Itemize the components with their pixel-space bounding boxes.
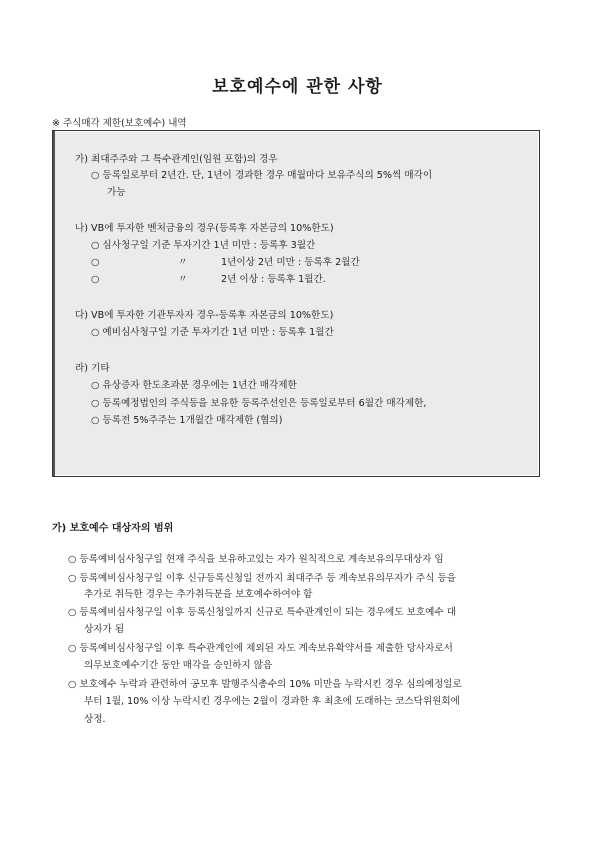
lockup-summary-box	[52, 130, 540, 477]
box-item-marker: ○	[91, 274, 100, 285]
list-item-continuation: 추가로 취득한 경우는 추가취득분을 보호예수하여야 함	[84, 589, 313, 600]
list-item-continuation: 부터 1월, 10% 이상 누락시킨 경우에는 2월이 경과한 후 최초에 도래하는 코스닥위원회에	[84, 696, 460, 707]
ditto-mark: 〃	[178, 257, 188, 268]
box-item: 2년 이상 : 등록후 1월간.	[221, 274, 326, 285]
box-item: ○ 예비심사청구일 기준 투자기간 1년 미만 : 등록후 1월간	[91, 327, 334, 338]
page-title: 보호예수에 관한 사항	[212, 77, 383, 97]
list-item: ○ 등록예비심사청구일 이후 등록신청일까지 신규로 특수관계인이 되는 경우에도 보호예수 대	[68, 607, 456, 618]
list-item: ○ 등록예비심사청구일 현재 주식을 보유하고있는 자가 원칙적으로 계속보유의무대상자 임	[68, 554, 444, 565]
box-item-continuation: 가능	[107, 187, 126, 198]
box-item: ○ 등록일로부터 2년간. 단, 1년이 경과한 경우 매월마다 보유주식의 5%씩 매각이	[91, 170, 433, 181]
section-heading: 가) 보호예수 대상자의 범위	[52, 523, 174, 534]
box-item: ○ 등록전 5%주주는 1개월간 매각제한 (협의)	[91, 415, 283, 426]
list-item: ○ 등록예비심사청구일 이후 특수관계인에 제외된 자도 계속보유확약서를 제출한 당사자로서	[68, 643, 453, 654]
list-item: ○ 보호예수 누락과 관련하여 공모후 발행주식총수의 10% 미만을 누락시킨 경우 심의예정일로	[68, 679, 462, 690]
box-section-c-title: 다) VB에 투자한 기관투자자 경우-등록후 자본금의 10%한도)	[75, 310, 334, 321]
box-section-b-title: 나) VB에 투자한 벤처금융의 경우(등록후 자본금의 10%한도)	[75, 223, 334, 234]
list-item-continuation: 상자가 됨	[84, 624, 125, 635]
ditto-mark: 〃	[178, 274, 188, 285]
box-caption: ※ 주식매각 제한(보호예수) 내역	[52, 118, 187, 129]
box-section-d-title: 라) 기타	[75, 363, 110, 374]
list-item-continuation: 의무보호예수기간 동안 매각을 승인하지 않음	[84, 660, 273, 671]
box-item: 1년이상 2년 미만 : 등록후 2월간	[221, 257, 360, 268]
box-section-a-title: 가) 최대주주와 그 특수관계인(임원 포함)의 경우	[75, 154, 278, 165]
box-item: ○ 등록예정법인의 주식등을 보유한 등록주선인은 등록일로부터 6월간 매각제한,	[91, 398, 427, 409]
list-item: ○ 등록예비심사청구일 이후 신규등록신청일 전까지 최대주주 등 계속보유의무자가 주식 등을	[68, 573, 456, 584]
list-item-continuation: 상정.	[84, 714, 106, 725]
box-item: ○ 유상증자 한도초과분 경우에는 1년간 매각제한	[91, 380, 297, 391]
box-item-marker: ○	[91, 257, 100, 268]
box-item: ○ 심사청구일 기준 투자기간 1년 미만 : 등록후 3월간	[91, 240, 316, 251]
